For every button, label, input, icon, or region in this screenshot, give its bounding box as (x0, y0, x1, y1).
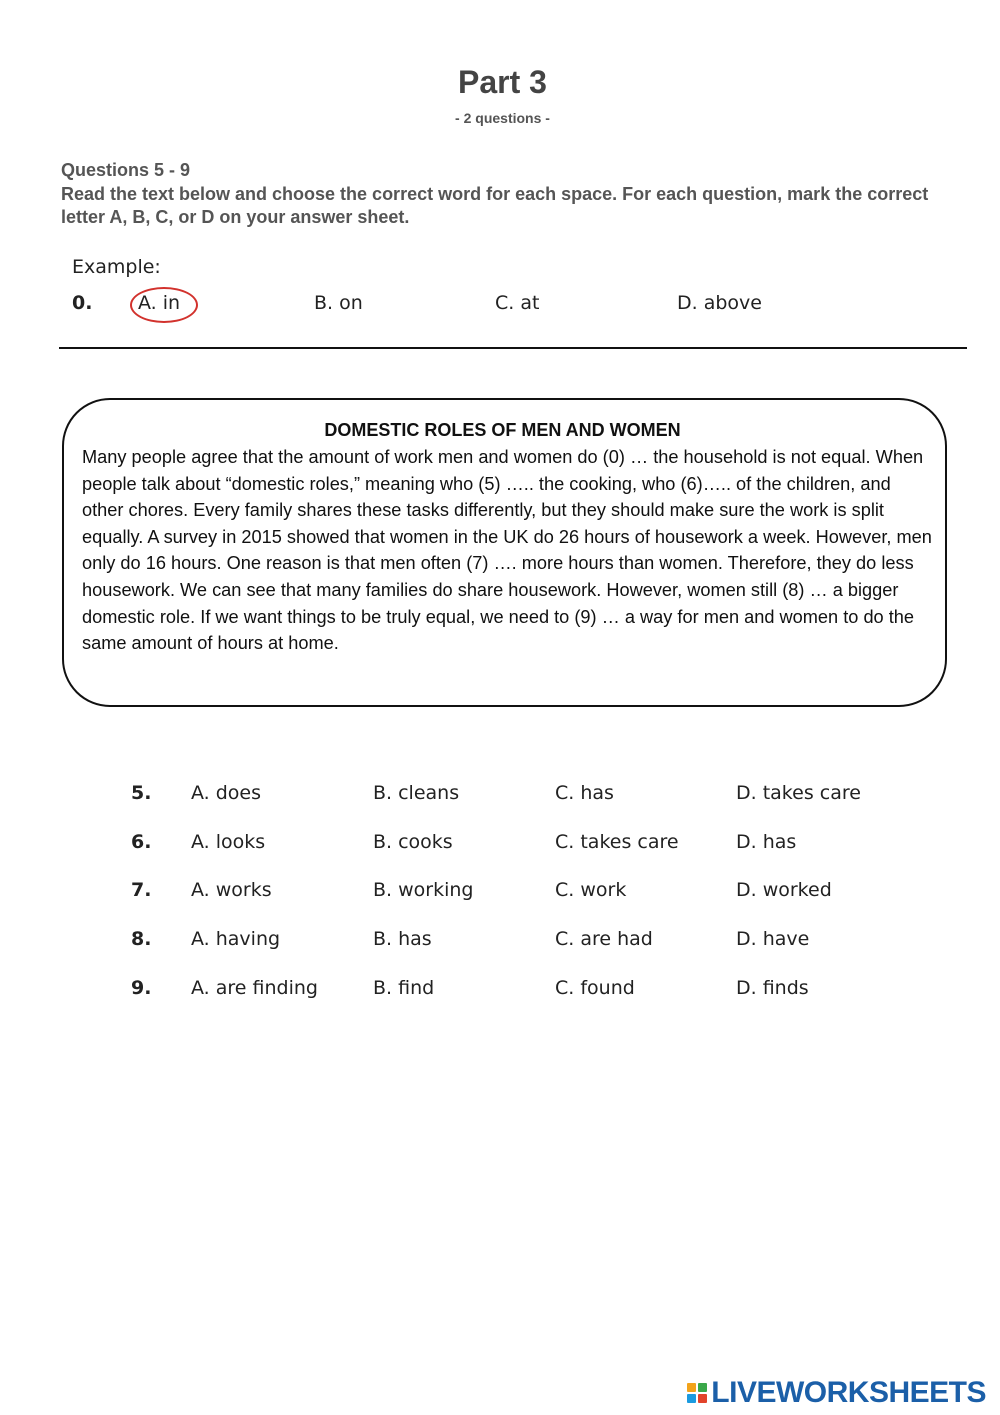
option-a[interactable]: A. are finding (191, 977, 318, 999)
option-b[interactable]: B. working (373, 879, 474, 901)
option-b[interactable]: B. has (373, 928, 432, 950)
page-title: Part 3 (458, 64, 547, 100)
option-d[interactable]: D. takes care (736, 782, 861, 804)
page-subtitle: - 2 questions - (455, 110, 550, 126)
option-c[interactable]: C. work (555, 879, 627, 901)
example-label: Example: (72, 256, 161, 278)
example-number: 0. (72, 292, 93, 314)
footer-brand[interactable] (687, 1376, 986, 1410)
option-d[interactable]: D. have (736, 928, 810, 950)
questions-range: Questions 5 - 9 (61, 160, 191, 180)
option-c[interactable]: C. found (555, 977, 635, 999)
brand-name: LIVEWORKSHEETS (711, 1376, 986, 1409)
example-answer-circle (130, 287, 198, 323)
section-divider (59, 347, 967, 349)
passage-title: DOMESTIC ROLES OF MEN AND WOMEN (324, 420, 681, 440)
example-option-a: A. in (138, 292, 181, 314)
question-number: 8. (131, 928, 152, 950)
option-b[interactable]: B. find (373, 977, 435, 999)
option-a[interactable]: A. works (191, 879, 272, 901)
option-a[interactable]: A. looks (191, 831, 266, 853)
example-option-c: C. at (495, 292, 540, 314)
option-a[interactable]: A. does (191, 782, 262, 804)
option-d[interactable]: D. has (736, 831, 797, 853)
option-c[interactable]: C. takes care (555, 831, 679, 853)
option-c[interactable]: C. has (555, 782, 614, 804)
question-number: 6. (131, 831, 152, 853)
question-number: 7. (131, 879, 152, 901)
option-d[interactable]: D. finds (736, 977, 809, 999)
instructions-text: Read the text below and choose the correct word for each space. For each question, mark the correct letter A, B, C, or D on your answer sheet. (61, 184, 929, 227)
option-d[interactable]: D. worked (736, 879, 832, 901)
example-option-b: B. on (314, 292, 363, 314)
example-option-d: D. above (677, 292, 762, 314)
question-number: 5. (131, 782, 152, 804)
passage-text: Many people agree that the amount of work men and women do (0) … the household is not equal. When people talk about “domestic roles,” meaning who (5) ….. the cooking, who (6)….. of the children, and other chores. Every family shares these tasks differently, but they should make sure the work is split equally. A survey in 2015 showed that women in the UK do 26 hours of housework a week. However, men only do 16 hours. One reason is that men often (7) …. more hours than women. Therefore, they do less housework. We can see that many families do share housework. However, women still (8) … a bigger domestic role. If we want things to be truly equal, we need to (9) … a way for men and women to do the same amount of hours at home. (82, 447, 932, 654)
liveworksheets-logo-icon (687, 1383, 707, 1403)
option-c[interactable]: C. are had (555, 928, 653, 950)
question-number: 9. (131, 977, 152, 999)
option-b[interactable]: B. cooks (373, 831, 453, 853)
option-a[interactable]: A. having (191, 928, 281, 950)
option-b[interactable]: B. cleans (373, 782, 460, 804)
